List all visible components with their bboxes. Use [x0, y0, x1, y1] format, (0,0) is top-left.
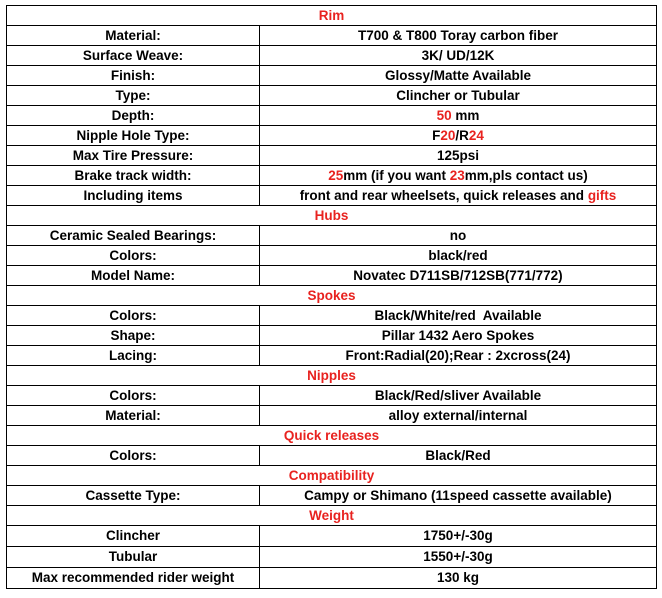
spec-label: Material:: [7, 406, 260, 426]
brake-track-contact: mm,pls contact us): [464, 168, 588, 183]
spec-label: Colors:: [7, 306, 260, 326]
spec-label: Ceramic Sealed Bearings:: [7, 226, 260, 246]
spec-row-spoke-shape: [7, 326, 657, 346]
spec-label: Tubular: [7, 547, 260, 568]
nipple-hole-rear-prefix: /R: [455, 128, 469, 143]
spec-value: 3K/ UD/12K: [260, 46, 657, 66]
spec-value: Front:Radial(20);Rear : 2xcross(24): [260, 346, 657, 366]
spec-label: Depth:: [7, 106, 260, 126]
spec-row-depth: [7, 106, 657, 126]
spec-value: no: [260, 226, 657, 246]
spec-row-max-rider-weight: [7, 568, 657, 589]
spec-value: Black/Red: [260, 446, 657, 466]
including-text: front and rear wheelsets, quick releases and: [299, 188, 588, 203]
nipple-hole-rear-count: 24: [468, 128, 484, 143]
spec-row-model-name: [7, 266, 657, 286]
spec-label: Colors:: [7, 386, 260, 406]
brake-track-alt-width: 23: [449, 168, 465, 183]
spec-value: Glossy/Matte Available: [260, 66, 657, 86]
section-title: Quick releases: [7, 426, 657, 446]
spec-row-clincher-weight: [7, 526, 657, 547]
spec-label: Finish:: [7, 66, 260, 86]
spec-label: Clincher: [7, 526, 260, 547]
section-title: Nipples: [7, 366, 657, 386]
section-header-weight: [7, 506, 657, 526]
section-header-compatibility: [7, 466, 657, 486]
spec-value: Black/White/red Available: [260, 306, 657, 326]
spec-label: Max Tire Pressure:: [7, 146, 260, 166]
spec-label: Shape:: [7, 326, 260, 346]
spec-label: Model Name:: [7, 266, 260, 286]
section-header-hubs: [7, 206, 657, 226]
spec-label: Including items: [7, 186, 260, 206]
section-title: Rim: [7, 6, 657, 26]
spec-value: 130 kg: [260, 568, 657, 589]
depth-unit: mm: [451, 108, 480, 123]
section-header-quick-releases: [7, 426, 657, 446]
brake-track-width: 25: [328, 168, 344, 183]
spec-row-spoke-colors: [7, 306, 657, 326]
spec-value: Pillar 1432 Aero Spokes: [260, 326, 657, 346]
section-title: Spokes: [7, 286, 657, 306]
section-header-nipples: [7, 366, 657, 386]
spec-label: Nipple Hole Type:: [7, 126, 260, 146]
spec-label: Brake track width:: [7, 166, 260, 186]
spec-value: Campy or Shimano (11speed cassette available): [260, 486, 657, 506]
spec-value: [260, 106, 657, 126]
spec-value: 1550+/-30g: [260, 547, 657, 568]
spec-row-finish: [7, 66, 657, 86]
spec-value: [260, 186, 657, 206]
spec-row-qr-colors: [7, 446, 657, 466]
nipple-hole-front-prefix: F: [432, 128, 441, 143]
spec-value: [260, 126, 657, 146]
spec-row-hub-colors: [7, 246, 657, 266]
spec-row-type: [7, 86, 657, 106]
spec-label: Cassette Type:: [7, 486, 260, 506]
spec-row-nipple-material: [7, 406, 657, 426]
spec-table: [6, 5, 657, 589]
spec-row-bearings: [7, 226, 657, 246]
brake-track-text: mm (if you want: [343, 168, 450, 183]
spec-label: Surface Weave:: [7, 46, 260, 66]
spec-value: [260, 166, 657, 186]
section-header-spokes: [7, 286, 657, 306]
depth-number: 50: [436, 108, 452, 123]
spec-label: Lacing:: [7, 346, 260, 366]
spec-row-tubular-weight: [7, 547, 657, 568]
spec-value: Clincher or Tubular: [260, 86, 657, 106]
section-title: Compatibility: [7, 466, 657, 486]
spec-value: black/red: [260, 246, 657, 266]
including-gifts: gifts: [587, 188, 617, 203]
spec-row-brake-track: [7, 166, 657, 186]
spec-value: alloy external/internal: [260, 406, 657, 426]
spec-label: Material:: [7, 26, 260, 46]
spec-label: Max recommended rider weight: [7, 568, 260, 589]
spec-value: Black/Red/sliver Available: [260, 386, 657, 406]
spec-row-surface-weave: [7, 46, 657, 66]
section-title: Weight: [7, 506, 657, 526]
spec-value: 125psi: [260, 146, 657, 166]
spec-label: Colors:: [7, 446, 260, 466]
spec-row-nipple-hole: [7, 126, 657, 146]
spec-row-cassette-type: [7, 486, 657, 506]
section-title: Hubs: [7, 206, 657, 226]
spec-row-nipple-colors: [7, 386, 657, 406]
section-header-rim: [7, 6, 657, 26]
nipple-hole-front-count: 20: [440, 128, 456, 143]
spec-value: T700 & T800 Toray carbon fiber: [260, 26, 657, 46]
spec-row-max-tire-pressure: [7, 146, 657, 166]
spec-value: Novatec D711SB/712SB(771/772): [260, 266, 657, 286]
spec-row-lacing: [7, 346, 657, 366]
spec-label: Colors:: [7, 246, 260, 266]
spec-row-including-items: [7, 186, 657, 206]
spec-value: 1750+/-30g: [260, 526, 657, 547]
spec-row-material: [7, 26, 657, 46]
spec-label: Type:: [7, 86, 260, 106]
